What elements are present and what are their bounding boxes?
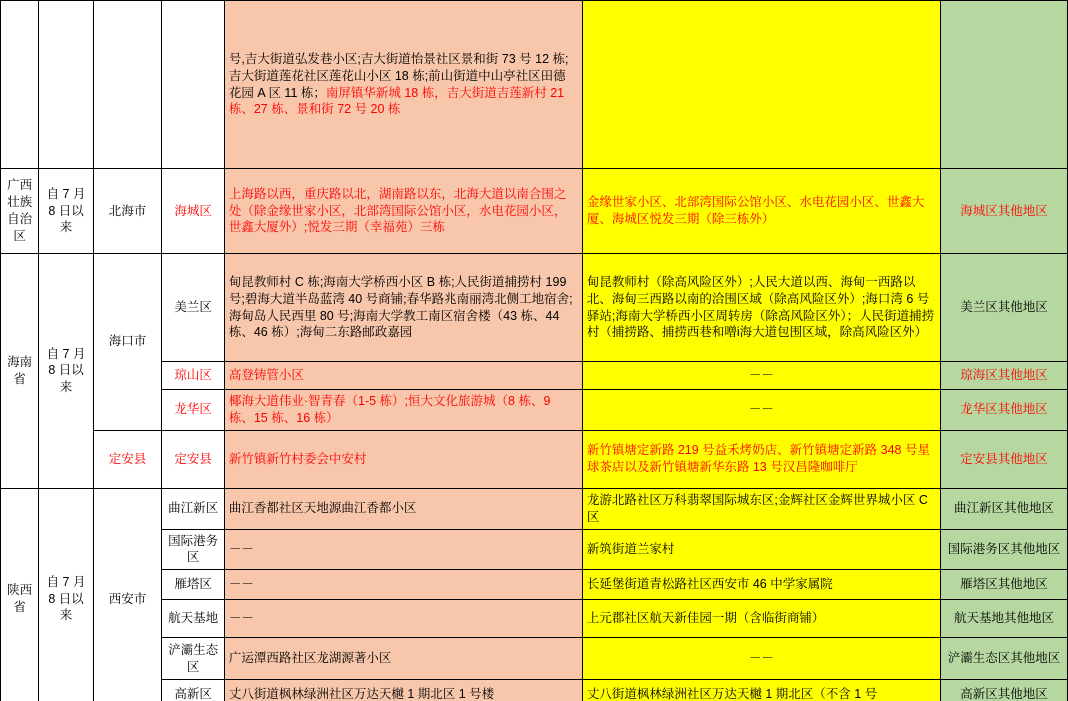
cell-district: 航天基地 (162, 600, 225, 638)
cell-mid-risk: －－ (582, 638, 940, 680)
cell-high-risk: 广运潭西路社区龙湖源著小区 (224, 638, 582, 680)
cell-time (39, 1, 93, 169)
high-risk-text-red: 南屏镇华新城 18 栋，吉大街道吉莲新村 21 栋、27 栋、景和街 72 号 20 栋 (228, 85, 565, 117)
cell-low-risk: 美兰区其他地区 (940, 254, 1067, 362)
cell-high-risk: 上海路以西，重庆路以北，湖南路以东，北海大道以南合围之处（除金缘世家小区，北部湾国际公馆小区，水电花园小区，世鑫大厦外）;悦发三期（幸福苑）三栋 (224, 169, 582, 254)
high-risk-text-black: 号,吉大街道弘发巷小区;吉大街道怡景社区景和街 73 号 12 栋;吉大街道莲花社区莲花山小区 18 栋;前山街道中山亭社区田德花园 A 区 11 栋； (228, 51, 569, 100)
cell-low-risk: 定安县其他地区 (940, 430, 1067, 488)
cell-city: 海口市 (93, 254, 162, 431)
cell-mid-risk: 长延堡街道青松路社区西安市 46 中学家属院 (582, 570, 940, 600)
cell-province: 陕西省 (1, 488, 39, 701)
cell-low-risk (940, 1, 1067, 169)
cell-district: 海城区 (162, 169, 225, 254)
table-row (1, 169, 1068, 254)
cell-high-risk (224, 1, 582, 169)
cell-high-risk: －－ (224, 570, 582, 600)
cell-high-risk: 椰海大道伟业·智青春（1-5 栋）;恒大文化旅游城（8 栋、9 栋、15 栋、16 栋） (224, 390, 582, 431)
cell-low-risk: 龙华区其他地区 (940, 390, 1067, 431)
cell-mid-risk: 新筑街道兰家村 (582, 529, 940, 570)
cell-mid-risk: 上元郡社区航天新佳园一期（含临街商铺） (582, 600, 940, 638)
cell-city: 定安县 (93, 430, 162, 488)
cell-district: 美兰区 (162, 254, 225, 362)
cell-high-risk: 曲江香都社区天地源曲江香都小区 (224, 488, 582, 529)
cell-high-risk: －－ (224, 600, 582, 638)
cell-high-risk: 丈八街道枫林绿洲社区万达天樾 1 期北区 1 号楼 (224, 680, 582, 701)
cell-district: 龙华区 (162, 390, 225, 431)
cell-low-risk: 国际港务区其他地区 (940, 529, 1067, 570)
cell-time: 自 7 月 8 日以来 (39, 254, 93, 489)
cell-low-risk: 曲江新区其他地区 (940, 488, 1067, 529)
cell-high-risk: －－ (224, 529, 582, 570)
cell-low-risk: 浐灞生态区其他地区 (940, 638, 1067, 680)
cell-time: 自 7 月 8 日以来 (39, 488, 93, 701)
cell-low-risk: 琼海区其他地区 (940, 362, 1067, 390)
table-row (1, 430, 1068, 488)
cell-district: 浐灞生态区 (162, 638, 225, 680)
cell-mid-risk: －－ (582, 362, 940, 390)
cell-time: 自 7 月 8 日以来 (39, 169, 93, 254)
cell-district: 定安县 (162, 430, 225, 488)
cell-city: 西安市 (93, 488, 162, 701)
cell-province (1, 1, 39, 169)
cell-district: 琼山区 (162, 362, 225, 390)
cell-mid-risk: 丈八街道枫林绿洲社区万达天樾 1 期北区（不含 1 号 (582, 680, 940, 701)
cell-district: 雁塔区 (162, 570, 225, 600)
cell-district: 高新区 (162, 680, 225, 701)
cell-mid-risk: 甸昆教师村（除高风险区外）;人民大道以西、海甸一西路以北、海甸三西路以南的洽围区域（除高风险区外）;海口湾 6 号驿站;海南大学桥西小区周转房（除高风险区外）；人民街道捕捞村（捕捞路、捕捞西巷和噌i海大道包围区域，除高风险区外） (582, 254, 940, 362)
table-row (1, 488, 1068, 529)
cell-high-risk: 高登铸管小区 (224, 362, 582, 390)
cell-district (162, 1, 225, 169)
cell-high-risk: 甸昆教师村 C 栋;海南大学桥西小区 B 栋;人民街道捕捞村 199 号;碧海大道半岛蓝湾 40 号商铺;春华路兆南丽湾北侧工地宿舍;海甸岛人民西里 80 号;海南大学教工南区宿舍楼（43 栋、44 栋、46 栋）;海甸二东路邮政嘉园 (224, 254, 582, 362)
cell-low-risk: 雁塔区其他地区 (940, 570, 1067, 600)
cell-district: 国际港务区 (162, 529, 225, 570)
cell-low-risk: 航天基地其他地区 (940, 600, 1067, 638)
cell-high-risk: 新竹镇新竹村委会中安村 (224, 430, 582, 488)
cell-province: 广西壮族自治区 (1, 169, 39, 254)
cell-district: 曲江新区 (162, 488, 225, 529)
cell-mid-risk: －－ (582, 390, 940, 431)
table-row (1, 1, 1068, 169)
cell-city: 北海市 (93, 169, 162, 254)
cell-low-risk: 高新区其他地区 (940, 680, 1067, 701)
table-row (1, 254, 1068, 362)
cell-city (93, 1, 162, 169)
cell-mid-risk: 新竹镇塘定新路 219 号益禾烤奶店、新竹镇塘定新路 348 号星球茶店以及新竹镇塘新华东路 13 号汉昌隆咖啡厅 (582, 430, 940, 488)
cell-mid-risk: 金缘世家小区、北部湾国际公馆小区、水电花园小区、世鑫大厦、海城区悦发三期（除三栋外） (582, 169, 940, 254)
cell-mid-risk: 龙游北路社区万科翡翠国际城东区;金辉社区金辉世界城小区 C 区 (582, 488, 940, 529)
cell-mid-risk (582, 1, 940, 169)
cell-low-risk: 海城区其他地区 (940, 169, 1067, 254)
cell-province: 海南省 (1, 254, 39, 489)
